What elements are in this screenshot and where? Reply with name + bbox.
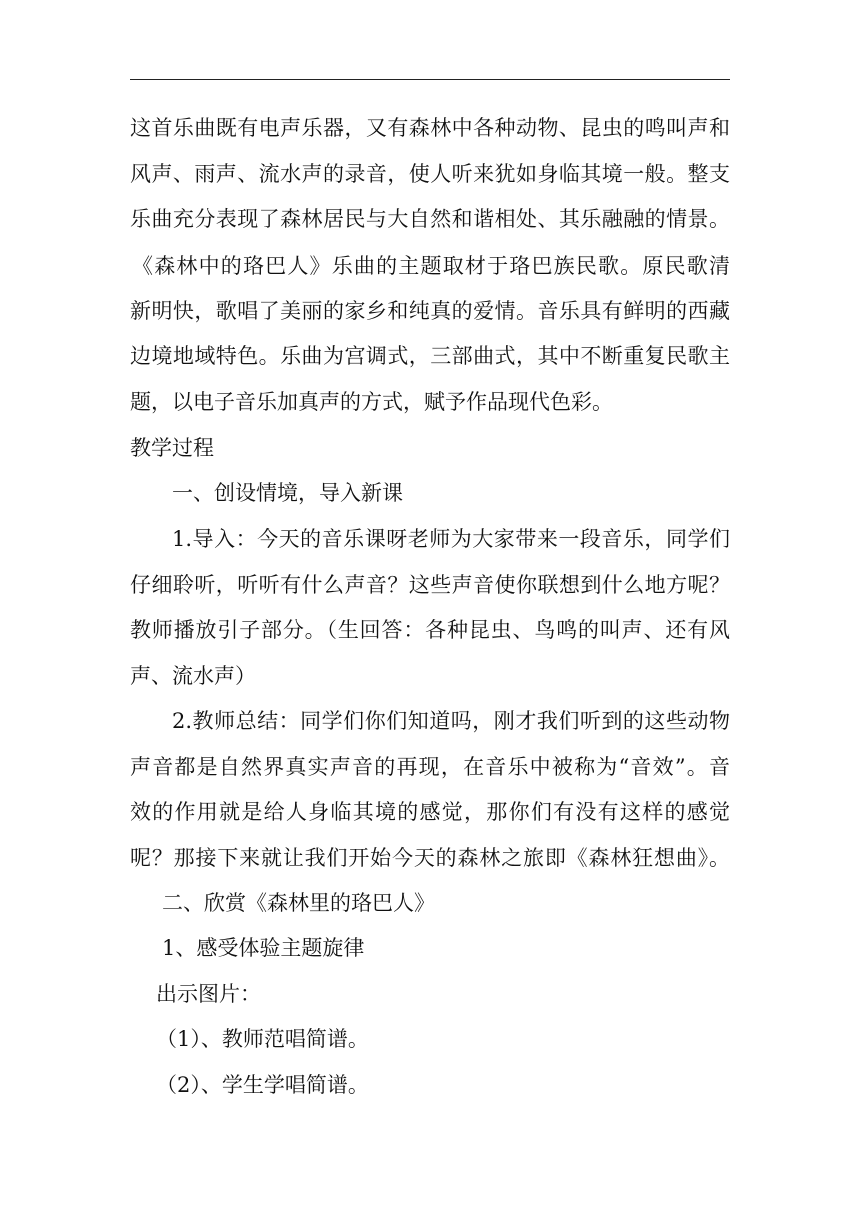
text-line: 新明快，歌唱了美丽的家乡和纯真的爱情。音乐具有鲜明的西藏 (130, 299, 730, 323)
header-rule (130, 79, 730, 80)
text-line: 呢？那接下来就让我们开始今天的森林之旅即《森林狂想曲》。 (130, 846, 730, 870)
text-line: 教师播放引子部分。（生回答：各种昆虫、鸟鸣的叫声、还有风 (130, 618, 730, 642)
text-line: 声音都是自然界真实声音的再现，在音乐中被称为“音效”。音 (130, 755, 730, 779)
subsection-heading: 1、感受体验主题旋律 (162, 936, 365, 960)
text-line: 声、流水声） (130, 664, 256, 688)
text-line: 风声、雨声、流水声的录音，使人听来犹如身临其境一般。整支 (130, 162, 730, 186)
text-line: 1.导入：今天的音乐课呀老师为大家带来一段音乐，同学们 (172, 527, 730, 551)
text-line: 效的作用就是给人身临其境的感觉，那你们有没有这样的感觉 (130, 800, 730, 824)
text-line: 2.教师总结：同学们你们知道吗，刚才我们听到的这些动物 (172, 709, 730, 733)
text-line: 出示图片： (156, 982, 261, 1006)
section-heading: 一、创设情境，导入新课 (172, 481, 403, 505)
list-item: （1）、教师范唱简谱。 (156, 1027, 369, 1051)
text-line: 边境地域特色。乐曲为宫调式，三部曲式，其中不断重复民歌主 (130, 344, 730, 368)
section-heading: 教学过程 (130, 436, 214, 460)
text-line: 《森林中的珞巴人》乐曲的主题取材于珞巴族民歌。原民歌清 (132, 254, 730, 278)
section-heading: 二、欣赏《森林里的珞巴人》 (162, 891, 435, 915)
list-item: （2）、学生学唱简谱。 (156, 1073, 369, 1097)
text-line: 乐曲充分表现了森林居民与大自然和谐相处、其乐融融的情景。 (130, 207, 730, 231)
text-line: 仔细聆听，听听有什么声音？这些声音使你联想到什么地方呢？ (130, 573, 730, 597)
text-line: 题，以电子音乐加真声的方式，赋予作品现代色彩。 (130, 390, 613, 414)
text-line: 这首乐曲既有电声乐器，又有森林中各种动物、昆虫的鸣叫声和 (130, 116, 730, 140)
